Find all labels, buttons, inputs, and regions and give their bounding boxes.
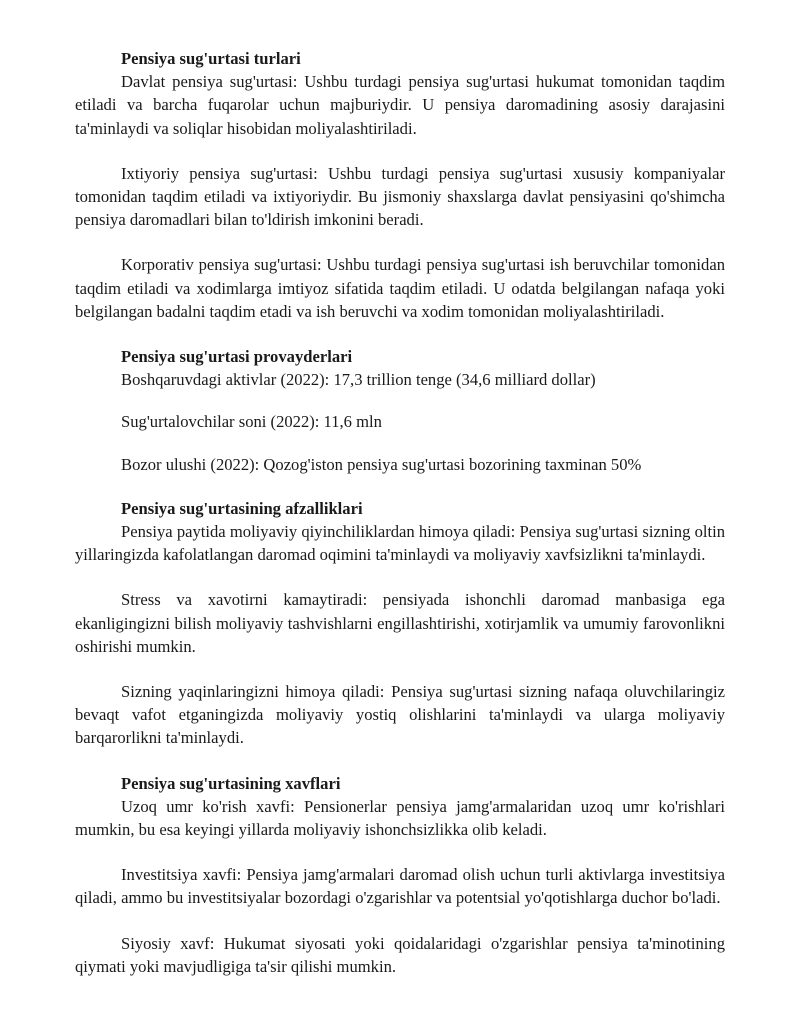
paragraph: Uzoq umr ko'rish xavfi: Pensionerlar pensiya jamg'armalaridan uzoq umr ko'rishlari mumkin, bu esa keyingi yillarda moliyaviy ishonchsizlikka olib keladi.	[75, 796, 725, 840]
provider-fact-line: Boshqaruvdagi aktivlar (2022): 17,3 trillion tenge (34,6 milliard dollar)	[121, 370, 596, 390]
section-pension-risks	[75, 772, 725, 978]
section-pension-providers	[75, 345, 725, 476]
section-heading: Pensiya sug'urtasi turlari	[121, 49, 301, 68]
paragraph: Investitsiya xavfi: Pensiya jamg'armalari daromad olish uchun turli aktivlarga investitsiya qiladi, ammo bu investitsiyalar bozordagi o'zgarishlar va potentsial yo'qotishlarga duchor bo'ladi.	[75, 865, 725, 908]
paragraph: Stress va xavotirni kamaytiradi: pensiyada ishonchli daromad manbasiga ega ekanligingizni bilish moliyaviy tashvishlarni engillashtirishi, xotirjamlik va umumiy farovonlikni oshirishi mumkin.	[75, 590, 725, 656]
provider-fact-line: Sug'urtalovchilar soni (2022): 11,6 mln	[121, 412, 382, 432]
section-heading: Pensiya sug'urtasining afzalliklari	[121, 498, 363, 518]
paragraph: Davlat pensiya sug'urtasi: Ushbu turdagi pensiya sug'urtasi hukumat tomonidan taqdim etiladi va barcha fuqarolar uchun majburiydir. U pensiya daromadining asosiy darajasini ta'minlaydi va soliqlar hisobidan moliyalashtiriladi.	[75, 72, 725, 138]
provider-fact-line: Bozor ulushi (2022): Qozog'iston pensiya sug'urtasi bozorining taxminan 50%	[121, 454, 642, 474]
paragraph: Siyosiy xavf: Hukumat siyosati yoki qoidalaridagi o'zgarishlar pensiya ta'minotining qiymati yoki mavjudligiga ta'sir qilishi mumkin.	[75, 933, 725, 976]
paragraph: Ixtiyoriy pensiya sug'urtasi: Ushbu turdagi pensiya sug'urtasi xususiy kompaniyalar tomonidan taqdim etiladi va ixtiyoriydir. Bu jismoniy shaxslarga davlat pensiyasini qo'shimcha pensiya daromadlari bilan to'ldirish imkonini beradi.	[75, 163, 725, 230]
section-pension-types	[75, 47, 725, 323]
paragraph: Sizning yaqinlaringizni himoya qiladi: Pensiya sug'urtasi sizning nafaqa oluvchilaringiz bevaqt vafot etganingizda moliyaviy yostiq olishlarini ta'minlaydi va ularga moliyaviy barqarorlikni ta'minlaydi.	[75, 682, 725, 748]
section-heading: Pensiya sug'urtasi provayderlari	[121, 347, 353, 367]
section-pension-benefits	[75, 497, 725, 750]
paragraph: Pensiya paytida moliyaviy qiyinchiliklardan himoya qiladi: Pensiya sug'urtasi sizning oltin yillaringizda kafolatlangan daromad oqimini ta'minlaydi va moliyaviy xavfsizlikni ta'minlaydi.	[75, 522, 725, 565]
section-heading: Pensiya sug'urtasining xavflari	[121, 773, 341, 793]
paragraph: Korporativ pensiya sug'urtasi: Ushbu turdagi pensiya sug'urtasi ish beruvchilar tomonidan taqdim etiladi va xodimlarga imtiyoz sifatida taqdim etiladi. U odatda belgilangan nafaqa yoki belgilangan badalni taqdim etadi va ish beruvchi va xodim tomonidan moliyalashtiriladi.	[75, 255, 725, 321]
